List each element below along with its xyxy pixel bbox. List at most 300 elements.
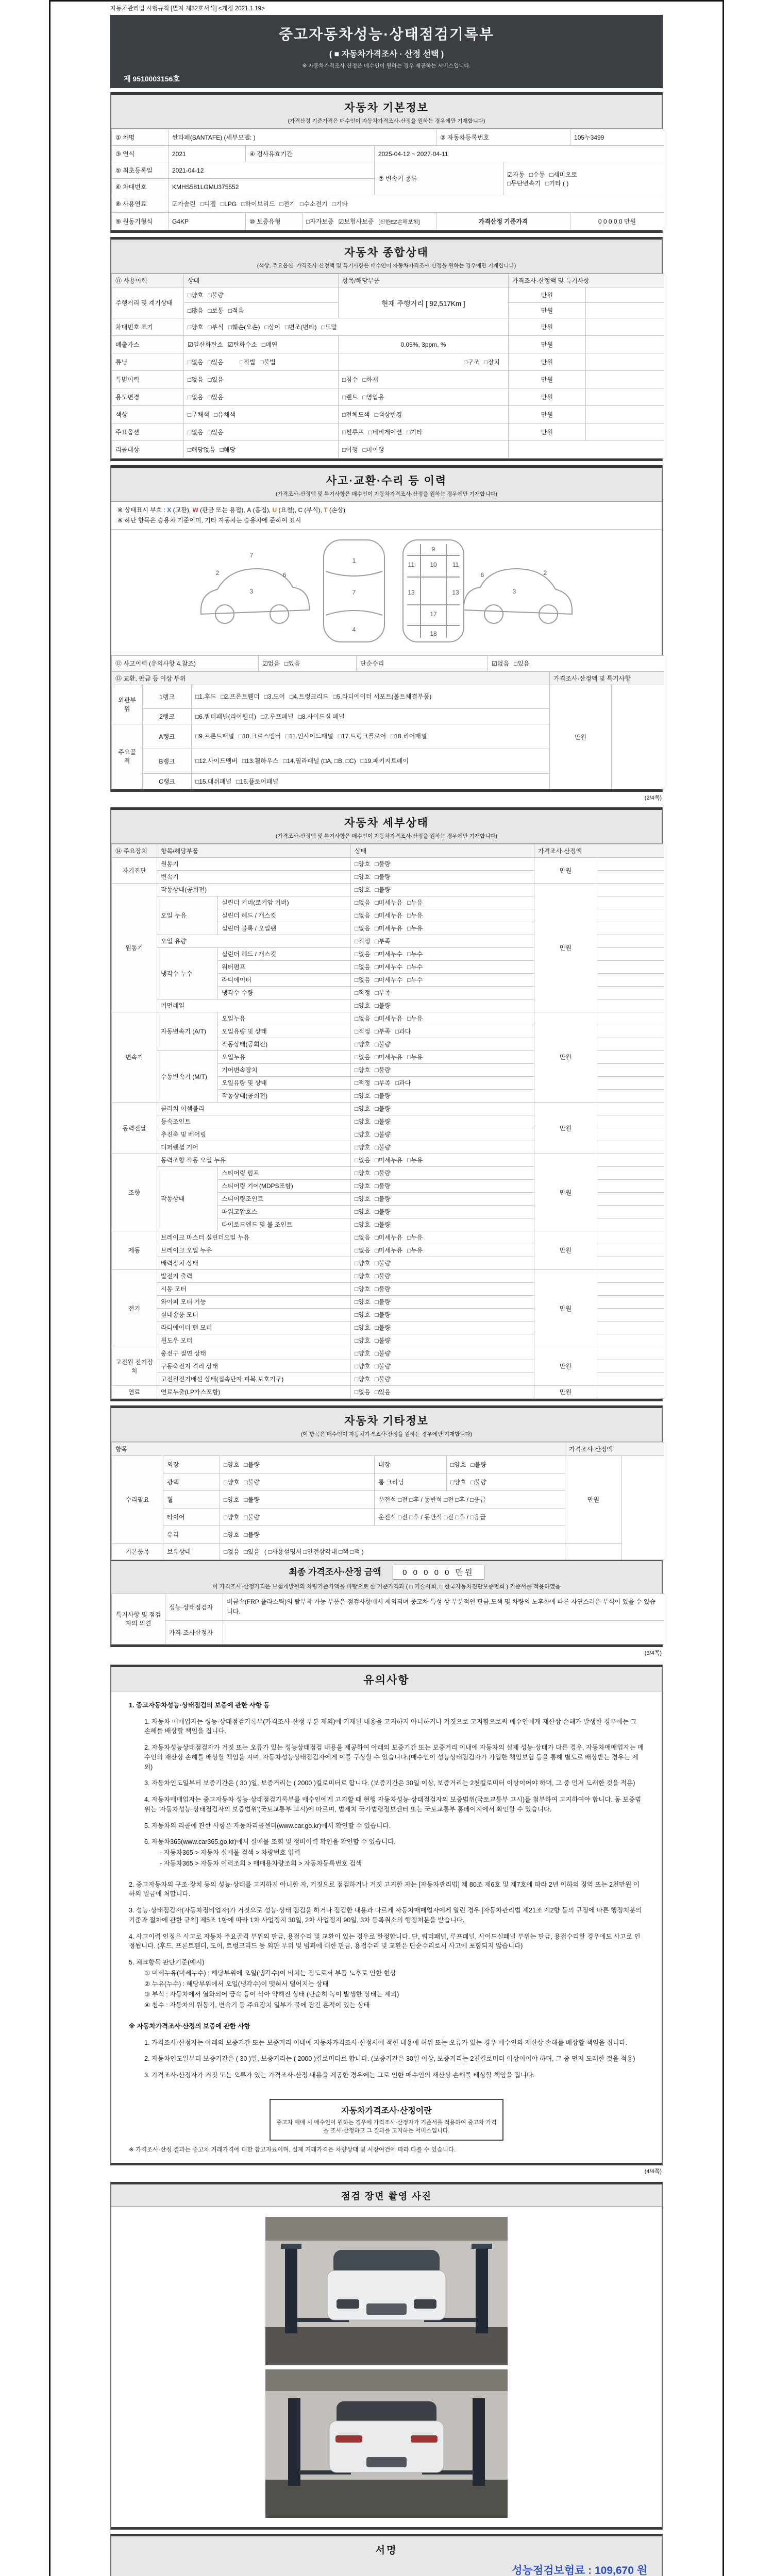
checkbox-2.프론트휀더[interactable]: □2.프론트휀더 — [221, 692, 260, 700]
checkbox-없음[interactable]: □없음 — [355, 951, 371, 958]
checkbox-불량[interactable]: □불량 — [375, 1273, 391, 1280]
checkbox-불량[interactable]: □불량 — [375, 1066, 391, 1074]
checkbox-불량[interactable]: □불량 — [375, 1363, 391, 1370]
checkbox-없음[interactable]: □없음 — [355, 963, 371, 971]
checkbox-이행[interactable]: □이행 — [342, 446, 358, 453]
checkbox-6.쿼터패널(리어휀더)[interactable]: □6.쿼터패널(리어휀더) — [195, 713, 256, 720]
checkbox-양호[interactable]: □양호 — [450, 1478, 466, 1486]
detail-state-options — [351, 1360, 534, 1372]
detail-item-label: 원동기 — [157, 857, 351, 870]
checkbox-미세누유[interactable]: □미세누유 — [375, 925, 403, 933]
checkbox-누수[interactable]: □누수 — [407, 963, 423, 971]
checkbox-11.인사이드패널[interactable]: □11.인사이드패널 — [285, 732, 333, 740]
vin-mark-price: 만원 — [509, 318, 586, 336]
detail-item-label: 스티어링 펌프 — [218, 1166, 351, 1179]
notice-line: 3. 성능·상태점검자(자동차정비업자)가 거짓으로 성능·상태 점검을 하거나 점검한 내용과 다르게 자동차매매업자에게 알린 경우 [자동차관리법 제21조 제2항 등의 규정에 따른 행정처분의 기준과 절차에 관한 규칙] 제5조 1항에 따라 1차 사업정지 30일, 2차 사업정지 90일, 3차 등록취소의 행정처분을 받습니다. — [129, 1907, 642, 1924]
special-history-price: 만원 — [509, 371, 586, 388]
checkbox-불량[interactable]: □불량 — [244, 1461, 260, 1468]
detail-state-options — [351, 1308, 534, 1321]
inspection-period-value: 2025-04-12 ~ 2027-04-11 — [375, 146, 664, 162]
sub-group-label: 작동상태 — [157, 1166, 218, 1231]
checkbox-13.휠하우스[interactable]: □13.휠하우스 — [242, 757, 279, 765]
checkbox-자동[interactable]: ☑자동 — [507, 171, 525, 178]
opinion-label: 특기사항 및 점검자의 의견 — [112, 1594, 165, 1644]
detail-state-options — [351, 1372, 534, 1385]
checkbox-불량[interactable]: □불량 — [375, 860, 391, 868]
checkbox-LPG[interactable]: □LPG — [220, 200, 237, 208]
checkbox-불량[interactable]: □불량 — [470, 1461, 486, 1468]
device-group-고전원 전기장치: 고전원 전기장치 — [112, 1347, 157, 1385]
notice-line: 5. 자동차의 리콜에 관한 사항은 자동차리콜센터(www.car.go.kr)에서 확인할 수 있습니다. — [144, 1822, 391, 1829]
group-note-cell — [597, 1360, 664, 1372]
group-note-cell — [597, 960, 664, 973]
checkbox-불량[interactable]: □불량 — [244, 1513, 260, 1521]
checkbox-3.도어[interactable]: □3.도어 — [264, 692, 285, 700]
checkbox-네비게이션[interactable]: □네비게이션 — [368, 429, 402, 436]
symbol-A: A — [247, 506, 253, 514]
group-note-cell — [597, 857, 664, 870]
checkbox-없음[interactable]: ☑없음 — [262, 659, 280, 667]
checkbox-양호[interactable]: □양호 — [355, 1311, 371, 1319]
group-note-cell — [597, 1372, 664, 1385]
checkbox-불량[interactable]: □불량 — [375, 1208, 391, 1216]
checkbox-누수[interactable]: □누수 — [407, 951, 423, 958]
checkbox-양호[interactable]: □양호 — [355, 886, 371, 894]
checkbox-자가보증[interactable]: □자가보증 — [306, 218, 334, 225]
checkbox-훼손(오손)[interactable]: □훼손(오손) — [228, 324, 260, 331]
checkbox-없음[interactable]: □없음 — [188, 359, 204, 366]
checkbox-양호[interactable]: □양호 — [355, 1041, 371, 1048]
checkbox-보험사보증[interactable]: ☑보험사보증 — [338, 218, 374, 225]
checkbox-부족[interactable]: □부족 — [375, 1028, 391, 1036]
checkbox-탄화수소[interactable]: ☑탄화수소 — [227, 341, 257, 348]
col-detail-price: 가격조사·산정액 — [534, 844, 664, 857]
device-group-조향: 조향 — [112, 1154, 157, 1231]
checkbox-12.사이드멤버[interactable]: □12.사이드멤버 — [195, 757, 238, 765]
inspection-photo-rear — [265, 2369, 508, 2518]
checkbox-미세누유[interactable]: □미세누유 — [375, 1247, 403, 1255]
emission-options — [184, 336, 339, 353]
checkbox-불량[interactable]: □불량 — [375, 1002, 391, 1010]
checkbox-양호[interactable]: □양호 — [224, 1478, 240, 1486]
checkbox-없음[interactable]: □없음 — [355, 1015, 371, 1023]
checkbox-불량[interactable]: □불량 — [375, 1041, 391, 1048]
checkbox-미세누유[interactable]: □미세누유 — [375, 1234, 403, 1242]
transmission-options — [503, 162, 664, 195]
checkbox-18.리어패널[interactable]: □18.리어패널 — [391, 732, 427, 740]
checkbox-매연[interactable]: □매연 — [261, 341, 278, 348]
checkbox-7.루프패널[interactable]: □7.루프패널 — [261, 713, 294, 720]
checkbox-과다[interactable]: □과다 — [395, 1028, 411, 1036]
checkbox-9.프론트패널[interactable]: □9.프론트패널 — [195, 732, 234, 740]
checkbox-양호[interactable]: □양호 — [355, 1324, 371, 1332]
checkbox-없음[interactable]: □없음 — [355, 976, 371, 984]
device-group-변속기: 변속기 — [112, 1012, 157, 1102]
checkbox-무단변속기[interactable]: □무단변속기 — [507, 179, 541, 187]
detail-item-label: 실내송풍 모터 — [157, 1308, 351, 1321]
notice-line: 4. 자동차매매업자는 중고자동차 성능·상태점검기록부를 매수인에게 고지할 때 현행 자동차성능·상태점검자의 보증범위(국토교통부 고시)를 첨부하여 고지하여야 합니다. 동 보증범위는 '자동차성능·상태점검자의 보증범위'(국토교통부 고시)에 따르며, 법제처 국가법령정보센터 또는 국토교통부 홈페이지에서 확인할 수 있습니다. — [144, 1796, 642, 1813]
device-group-제동: 제동 — [112, 1231, 157, 1269]
polish-options — [220, 1473, 375, 1490]
checkbox-도말[interactable]: □도말 — [321, 324, 337, 331]
checkbox-있음[interactable]: □있음 — [244, 1548, 260, 1555]
group-note-cell — [597, 1231, 664, 1244]
checkbox-수동[interactable]: □수동 — [529, 171, 545, 178]
group-note-cell — [597, 909, 664, 922]
checkbox-부족[interactable]: □부족 — [375, 938, 391, 945]
checkbox-양호[interactable]: □양호 — [224, 1461, 240, 1468]
checkbox-과다[interactable]: □과다 — [395, 1079, 411, 1087]
checkbox-불량[interactable]: □불량 — [375, 1182, 391, 1190]
detail-item-label: 라디에이터 팬 모터 — [157, 1321, 351, 1334]
checkbox-양호[interactable]: □양호 — [355, 1002, 371, 1010]
checkbox-있음[interactable]: □있음 — [513, 659, 530, 667]
checkbox-없음[interactable]: □없음 — [224, 1548, 240, 1555]
basic-info-title: 자동차 기본정보 — [344, 102, 429, 114]
checkbox-하이브리드[interactable]: □하이브리드 — [241, 200, 275, 208]
checkbox-불량[interactable]: □불량 — [375, 1324, 391, 1332]
tuning-note — [586, 353, 664, 371]
group-note-cell — [597, 1321, 664, 1334]
checkbox-불량[interactable]: □불량 — [375, 886, 391, 894]
notice-line: 4. 사고이력 인정은 사고로 자동차 주요골격 부위의 판금, 용접수리 및 교환이 있는 경우로 한정합니다. 단, 쿼터패널, 루프패널, 사이드실패널 부위는 판금, 용접수리한 경우에도 사고로 인정됩니다. (후드, 프론트휀더, 도어, 트렁크리드 등 외판 부위 및 범퍼에 대한 판금, 용접수리 및 교환은 단순수리로서 사고에 포함되지 않습니다) — [129, 1933, 641, 1950]
checkbox-4.트렁크리드[interactable]: □4.트렁크리드 — [290, 692, 329, 700]
special-history-label: 특별이력 — [112, 371, 184, 388]
checkbox-8.사이드실 패널[interactable]: □8.사이드실 패널 — [298, 713, 345, 720]
checkbox-해당[interactable]: □해당 — [220, 446, 236, 453]
group-price: 만원 — [534, 1231, 597, 1269]
checkbox-양호[interactable]: □양호 — [355, 1195, 371, 1203]
repair-note — [622, 1455, 664, 1560]
first-reg-value: 2021-04-12 — [169, 162, 375, 179]
checkbox-17.트렁크플로어[interactable]: □17.트렁크플로어 — [338, 732, 386, 740]
checkbox-없음[interactable]: □없음 — [188, 394, 204, 401]
checkbox-불량[interactable]: □불량 — [375, 1376, 391, 1383]
checkbox-양호[interactable]: □양호 — [355, 1131, 371, 1139]
group-price: 만원 — [534, 857, 597, 883]
checkbox-누수[interactable]: □누수 — [407, 976, 423, 984]
group-note-cell — [597, 1038, 664, 1050]
detail-state-options — [351, 1192, 534, 1205]
checkbox-누유[interactable]: □누유 — [407, 925, 423, 933]
outer-panel-label: 외판부위 — [112, 685, 143, 724]
checkbox-없음[interactable]: □없음 — [355, 899, 371, 907]
checkbox-5.라디에이터 서포트(볼트체결부품)[interactable]: □5.라디에이터 서포트(볼트체결부품) — [333, 692, 432, 700]
checkbox-불량[interactable]: □불량 — [375, 1170, 391, 1177]
checkbox-양호[interactable]: □양호 — [355, 1337, 371, 1345]
checkbox-불량[interactable]: □불량 — [375, 1092, 391, 1100]
checkbox-미세누수[interactable]: □미세누수 — [375, 951, 403, 958]
checkbox-양호[interactable]: □양호 — [224, 1531, 240, 1538]
checkbox-없음[interactable]: □없음 — [355, 1247, 371, 1255]
checkbox-불량[interactable]: □불량 — [375, 1118, 391, 1126]
vin-mark-label: 차대번호 표기 — [112, 318, 184, 336]
warranty-options — [303, 213, 436, 230]
checkbox-있음[interactable]: □있음 — [284, 659, 300, 667]
detail-state-options — [351, 1166, 534, 1179]
group-note-cell — [597, 1076, 664, 1089]
repair-needed-label: 수리필요 — [112, 1455, 163, 1543]
inspection-fee: 성능점검보험료 : 109,670 원 — [512, 2565, 647, 2576]
checkbox-15.대쉬패널[interactable]: □15.대쉬패널 — [195, 777, 232, 785]
holding-state-label: 보유상태 — [163, 1543, 220, 1560]
detail-state-options — [351, 947, 534, 960]
checkbox-많음[interactable]: □많음 — [188, 307, 204, 314]
checkbox-디젤[interactable]: □디젤 — [200, 200, 216, 208]
interior-options — [447, 1455, 565, 1473]
panel-number-1: 1 — [352, 556, 356, 564]
checkbox-없음[interactable]: ☑없음 — [492, 659, 509, 667]
checkbox-불량[interactable]: □불량 — [375, 1337, 391, 1345]
main-frame-label: 주요골격 — [112, 724, 143, 789]
checkbox-누유[interactable]: □누유 — [407, 1234, 423, 1242]
checkbox-양호[interactable]: □양호 — [355, 1208, 371, 1216]
checkbox-일산화탄소[interactable]: ☑일산화탄소 — [188, 341, 223, 348]
checkbox-색상변경[interactable]: □색상변경 — [374, 411, 402, 418]
checkbox-누유[interactable]: □누유 — [407, 1054, 423, 1061]
state-symbol-note: ※ 하단 항목은 승용차 기준이며, 기타 자동차는 승용차에 준하여 표시 — [117, 517, 301, 524]
checkbox-부족[interactable]: □부족 — [375, 989, 391, 997]
holding-items[interactable]: ( □사용설명서 □안전삼각대 □잭 □잭 ) — [264, 1548, 364, 1555]
checkbox-미세누수[interactable]: □미세누수 — [375, 976, 403, 984]
checkbox-적음[interactable]: □적음 — [228, 307, 244, 314]
checkbox-1.후드[interactable]: □1.후드 — [195, 692, 216, 700]
checkbox-불량[interactable]: □불량 — [375, 1105, 391, 1113]
checkbox-10.크로스멤버[interactable]: □10.크로스멤버 — [239, 732, 281, 740]
notice-line: ※ 자동차가격조사·산정의 보증에 관한 사항 — [129, 2022, 250, 2030]
group-note-cell — [597, 1089, 664, 1102]
checkbox-누유[interactable]: □누유 — [407, 912, 423, 920]
detail-state-options — [351, 1347, 534, 1360]
exchange-parts-table — [111, 671, 664, 789]
checkbox-없음[interactable]: □없음 — [355, 1234, 371, 1242]
checkbox-불량[interactable]: □불량 — [375, 873, 391, 881]
checkbox-구조[interactable]: □구조 — [464, 359, 480, 366]
final-price-label: 최종 가격조사·산정 금액 — [289, 1567, 381, 1577]
checkbox-양호[interactable]: □양호 — [355, 1285, 371, 1293]
vin-label: ⑥ 차대번호 — [112, 179, 169, 195]
detail-item-label: 커먼레일 — [157, 999, 351, 1012]
special-history-kind-options — [339, 371, 509, 388]
group-note-cell — [597, 1179, 664, 1192]
checkbox-수소전기[interactable]: □수소전기 — [299, 200, 328, 208]
checkbox-미세누유[interactable]: □미세누유 — [375, 1015, 403, 1023]
wheel-position-options[interactable]: 운전석 □전 □후 / 동반석 □전 □후 / □응급 — [375, 1490, 565, 1508]
checkbox-영업용[interactable]: □영업용 — [362, 394, 384, 401]
checkbox-적정[interactable]: □적정 — [355, 989, 371, 997]
state-symbol-legend — [117, 505, 656, 515]
checkbox-미세누유[interactable]: □미세누유 — [375, 1157, 403, 1164]
panel-number-17: 17 — [430, 610, 437, 618]
checkbox-불법[interactable]: □불법 — [260, 359, 276, 366]
checkbox-누유[interactable]: □누유 — [407, 1247, 423, 1255]
checkbox-보통[interactable]: □보통 — [208, 307, 224, 314]
checkbox-있음[interactable]: □있음 — [208, 359, 224, 366]
detail-state-options — [351, 1102, 534, 1115]
etc-col-item: 항목 — [112, 1442, 565, 1455]
checkbox-불량[interactable]: □불량 — [375, 1260, 391, 1267]
checkbox-불량[interactable]: □불량 — [375, 1221, 391, 1229]
accident-title: 사고·교환·수리 등 이력 — [326, 475, 447, 487]
exchange-price: 만원 — [550, 685, 612, 789]
checkbox-가솔린[interactable]: ☑가솔린 — [172, 200, 196, 208]
symbol-desc: (부식), — [304, 506, 324, 514]
checkbox-없음[interactable]: □없음 — [355, 1054, 371, 1061]
checkbox-양호[interactable]: □양호 — [188, 292, 204, 299]
detail-state-options — [351, 1269, 534, 1282]
checkbox-없음[interactable]: □없음 — [188, 429, 204, 436]
checkbox-장치[interactable]: □장치 — [484, 359, 500, 366]
checkbox-양호[interactable]: □양호 — [355, 1144, 371, 1151]
checkbox-불량[interactable]: □불량 — [375, 1311, 391, 1319]
checkbox-양호[interactable]: □양호 — [355, 1376, 371, 1383]
checkbox-세미오토[interactable]: □세미오토 — [549, 171, 578, 178]
checkbox-불량[interactable]: □불량 — [208, 292, 224, 299]
group-note-cell — [597, 896, 664, 909]
checkbox-침수[interactable]: □침수 — [342, 376, 358, 383]
checkbox-없음[interactable]: □없음 — [355, 912, 371, 920]
group-note-cell — [597, 973, 664, 986]
detail-item-label: 연료누출(LP가스포함) — [157, 1385, 351, 1398]
checkbox-양호[interactable]: □양호 — [224, 1513, 240, 1521]
checkbox-16.플로어패널[interactable]: □16.플로어패널 — [236, 777, 279, 785]
checkbox-양호[interactable]: □양호 — [355, 1170, 371, 1177]
checkbox-양호[interactable]: □양호 — [355, 1066, 371, 1074]
detail-subtitle: (가격조사·산정액 및 특기사항은 매수인이 자동차가격조사·산정을 원하는 경우에만 기재합니다) — [276, 833, 497, 839]
checkbox-불량[interactable]: □불량 — [244, 1478, 260, 1486]
col-detail-state: 상태 — [351, 844, 534, 857]
checkbox-불량[interactable]: □불량 — [375, 1131, 391, 1139]
checkbox-적법[interactable]: □적법 — [239, 359, 256, 366]
checkbox-양호[interactable]: □양호 — [355, 873, 371, 881]
checkbox-양호[interactable]: □양호 — [224, 1496, 240, 1503]
checkbox-썬루프[interactable]: □썬루프 — [342, 429, 364, 436]
checkbox-양호[interactable]: □양호 — [355, 1105, 371, 1113]
checkbox-미세누수[interactable]: □미세누수 — [375, 963, 403, 971]
checkbox-양호[interactable]: □양호 — [355, 1118, 371, 1126]
checkbox-변조(변타)[interactable]: □변조(변타) — [284, 324, 317, 331]
panel-number-3: 3 — [249, 587, 254, 595]
checkbox-양호[interactable]: □양호 — [355, 1092, 371, 1100]
checkbox-없음[interactable]: □없음 — [355, 1388, 371, 1396]
detail-row — [112, 1385, 664, 1398]
checkbox-기타[interactable]: □기타 — [332, 200, 348, 208]
checkbox-없음[interactable]: □없음 — [188, 376, 204, 383]
detail-item-label: 동력조향 작동 오일 누유 — [157, 1154, 351, 1166]
checkbox-적정[interactable]: □적정 — [355, 1079, 371, 1087]
checkbox-양호[interactable]: □양호 — [355, 860, 371, 868]
checkbox-적정[interactable]: □적정 — [355, 938, 371, 945]
detail-state-options — [351, 1321, 534, 1334]
checkbox-미이행[interactable]: □미이행 — [362, 446, 384, 453]
model-year-value: 2021 — [169, 146, 246, 162]
mileage-price-2: 만원 — [509, 303, 586, 318]
checkbox-있음[interactable]: □있음 — [208, 394, 224, 401]
checkbox-해당없음[interactable]: □해당없음 — [188, 446, 215, 453]
checkbox-양호[interactable]: □양호 — [355, 1273, 371, 1280]
checkbox-누유[interactable]: □누유 — [407, 899, 423, 907]
special-history-options — [184, 371, 339, 388]
accident-subtitle: (가격조사·산정액 및 특기사항은 매수인이 자동차가격조사·산정을 원하는 경우에만 기재합니다) — [276, 491, 497, 497]
checkbox-누유[interactable]: □누유 — [407, 1015, 423, 1023]
notice-body — [111, 1691, 662, 2089]
checkbox-부족[interactable]: □부족 — [375, 1079, 391, 1087]
checkbox-불량[interactable]: □불량 — [375, 1285, 391, 1293]
detail-state-options — [351, 999, 534, 1012]
checkbox-양호[interactable]: □양호 — [355, 1221, 371, 1229]
checkbox-화재[interactable]: □화재 — [362, 376, 378, 383]
panel-number-13: 13 — [408, 588, 415, 596]
checkbox-불량[interactable]: □불량 — [244, 1531, 260, 1538]
page-marker-3: (3/4쪽) — [644, 1650, 662, 1656]
room-cleaning-label: 룸 크리닝 — [375, 1473, 447, 1490]
detail-state-options — [351, 1038, 534, 1050]
checkbox-없음[interactable]: □없음 — [355, 1157, 371, 1164]
checkbox-양호[interactable]: □양호 — [355, 1350, 371, 1358]
checkbox-불량[interactable]: □불량 — [244, 1496, 260, 1503]
checkbox-부식[interactable]: □부식 — [208, 324, 224, 331]
checkbox-전체도색[interactable]: □전체도색 — [342, 411, 370, 418]
sub-group-label: 오일 누유 — [157, 896, 218, 935]
detail-item-label: 실린더 헤드 / 개스킷 — [218, 947, 351, 960]
checkbox-양호[interactable]: □양호 — [355, 1260, 371, 1267]
checkbox-있음[interactable]: □있음 — [208, 376, 224, 383]
overall-header — [111, 240, 662, 274]
checkbox-미세누유[interactable]: □미세누유 — [375, 899, 403, 907]
checkbox-누유[interactable]: □누유 — [407, 1157, 423, 1164]
panel-number-7: 7 — [249, 551, 254, 559]
panel-number-11: 11 — [408, 561, 415, 568]
checkbox-있음[interactable]: □있음 — [375, 1388, 391, 1396]
detail-state-options — [351, 973, 534, 986]
checkbox-상이[interactable]: □상이 — [264, 324, 280, 331]
checkbox-유채색[interactable]: □유채색 — [214, 411, 236, 418]
group-note-cell — [597, 1257, 664, 1269]
checkbox-불량[interactable]: □불량 — [375, 1195, 391, 1203]
checkbox-미세누유[interactable]: □미세누유 — [375, 1054, 403, 1061]
reg-no-value: 105누3499 — [570, 129, 664, 146]
checkbox-양호[interactable]: □양호 — [355, 1363, 371, 1370]
checkbox-불량[interactable]: □불량 — [375, 1144, 391, 1151]
detail-item-label: 워터펌프 — [218, 960, 351, 973]
checkbox-미세누유[interactable]: □미세누유 — [375, 912, 403, 920]
mileage-note-2 — [586, 303, 664, 318]
basic-info-subtitle: (가격산정 기준가격은 매수인이 자동차가격조사·산정을 원하는 경우에만 기재합니다) — [288, 118, 485, 124]
checkbox-불량[interactable]: □불량 — [375, 1350, 391, 1358]
checkbox-전기[interactable]: □전기 — [279, 200, 295, 208]
checkbox-양호[interactable]: □양호 — [355, 1298, 371, 1306]
checkbox-기타 ( )[interactable]: □기타 ( ) — [545, 179, 569, 187]
checkbox-14.필라패널 (□A, □B, □C)[interactable]: □14.필라패널 (□A, □B, □C) — [283, 757, 356, 765]
checkbox-불량[interactable]: □불량 — [375, 1298, 391, 1306]
checkbox-무채색[interactable]: □무채색 — [188, 411, 210, 418]
checkbox-양호[interactable]: □양호 — [450, 1461, 466, 1468]
checkbox-양호[interactable]: □양호 — [355, 1182, 371, 1190]
basic-items-label: 기본품목 — [112, 1543, 163, 1560]
checkbox-기타[interactable]: □기타 — [407, 429, 423, 436]
checkbox-19.패키지트레이[interactable]: □19.패키지트레이 — [360, 757, 409, 765]
checkbox-렌트[interactable]: □렌트 — [342, 394, 358, 401]
checkbox-불량[interactable]: □불량 — [470, 1478, 486, 1486]
checkbox-있음[interactable]: □있음 — [208, 429, 224, 436]
detail-state-options — [351, 1179, 534, 1192]
document-sheet — [49, 0, 724, 2576]
checkbox-양호[interactable]: □양호 — [188, 324, 204, 331]
checkbox-없음[interactable]: □없음 — [355, 925, 371, 933]
tire-position-options[interactable]: 운전석 □전 □후 / 동반석 □전 □후 / □응급 — [375, 1508, 565, 1526]
checkbox-적정[interactable]: □적정 — [355, 1028, 371, 1036]
model-year-label: ③ 연식 — [112, 146, 169, 162]
